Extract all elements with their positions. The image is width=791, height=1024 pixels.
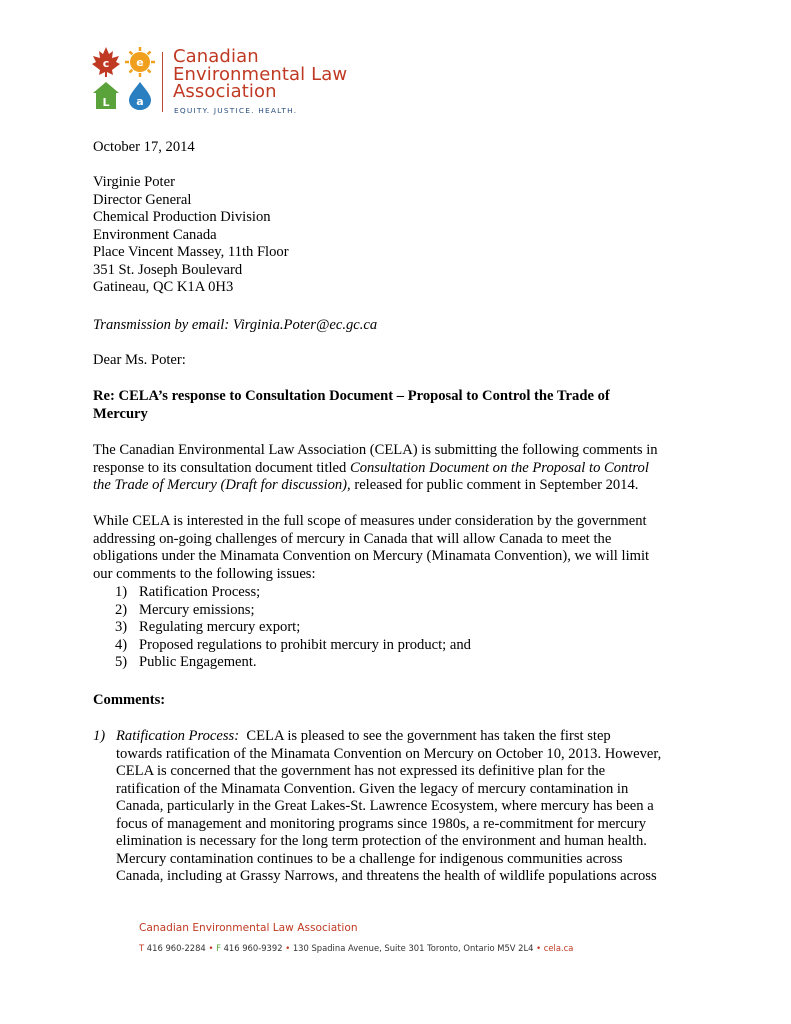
recipient-line: Environment Canada [93, 226, 217, 243]
fax-label: F [216, 943, 221, 953]
website-link[interactable]: cela.ca [543, 943, 574, 953]
letter-date: October 17, 2014 [93, 139, 195, 155]
salutation: Dear Ms. Poter: [93, 352, 186, 368]
list-item [115, 654, 471, 672]
separator: • [536, 943, 542, 953]
organization-name-line: Environmental Law [173, 63, 348, 85]
intro-line [93, 477, 713, 495]
recipient-line: Director General [93, 191, 192, 208]
subject-line [93, 388, 713, 423]
comment-line: ratification of the Minamata Convention. Given the legacy of mercury contamination in [116, 780, 629, 797]
logo-letter-e: e [136, 56, 144, 69]
list-text: Public Engagement. [139, 654, 257, 670]
scope-line: our comments to the following issues: [93, 565, 316, 582]
recipient-line: Chemical Production Division [93, 209, 271, 225]
recipient-line: Gatineau, QC K1A 0H3 [93, 279, 234, 295]
footer-address: 130 Spadina Avenue, Suite 301 Toronto, Ontario M5V 2L4 [292, 943, 534, 953]
organization-name-line: Association [173, 81, 277, 102]
list-item [115, 637, 471, 655]
comment-line [116, 728, 726, 746]
logo-letter-l: L [102, 96, 110, 109]
phone-number: 416 960-2284 [146, 943, 206, 953]
intro-text: response to its consultation document titled [93, 459, 350, 476]
subject-line-text: Mercury [93, 405, 148, 422]
list-number: 2) [115, 601, 128, 618]
footer-contact [139, 943, 573, 953]
issues-list [115, 584, 471, 672]
intro-paragraph [93, 442, 713, 495]
comment-number: 1) [93, 728, 106, 744]
organization-name [173, 48, 347, 101]
comment-text: CELA is pleased to see the government has taken the first step [239, 728, 611, 744]
logo-letter-c: c [102, 57, 110, 70]
phone-label: T [139, 943, 145, 953]
comment-line: focus of management and monitoring programs since 1980s, a re-commitment for mercury [116, 815, 647, 832]
list-number: 5) [115, 654, 128, 670]
list-number: 4) [115, 636, 128, 653]
transmission-note: Transmission by email: Virginia.Poter@ec.gc.ca [93, 317, 378, 333]
cela-logo-mark [92, 46, 156, 112]
separator: • [208, 943, 214, 953]
subject-line-text: Re: CELA’s response to Consultation Document – Proposal to Control the Trade of [93, 388, 610, 404]
scope-line: obligations under the Minamata Convention on Mercury (Minamata Convention), we will limit [93, 548, 650, 564]
list-item [115, 619, 471, 637]
recipient-line: Virginie Poter [93, 174, 175, 190]
list-number: 3) [115, 619, 128, 635]
list-number: 1) [115, 584, 128, 600]
recipient-address [93, 174, 713, 297]
list-text: Mercury emissions; [139, 601, 255, 618]
logo-letter-a: a [136, 95, 144, 108]
fax-number: 416 960-9392 [223, 943, 283, 953]
separator: • [285, 943, 291, 953]
scope-line: addressing on-going challenges of mercury in Canada that will allow Canada to meet the [93, 530, 612, 547]
recipient-line: 351 St. Joseph Boulevard [93, 261, 243, 278]
comment-body [116, 728, 726, 886]
list-text: Ratification Process; [139, 584, 261, 600]
comment-line: towards ratification of the Minamata Convention on Mercury on October 10, 2013. However, [116, 745, 662, 762]
comments-heading: Comments: [93, 692, 166, 708]
intro-line [93, 460, 713, 478]
scope-line: While CELA is interested in the full scope of measures under consideration by the government [93, 513, 647, 529]
intro-text: , released for public comment in September 2014. [347, 477, 639, 493]
comment-line: Mercury contamination continues to be a challenge for indigenous communities across [116, 850, 623, 867]
comment-title: Ratification Process: [116, 728, 240, 744]
list-text: Proposed regulations to prohibit mercury in product; and [139, 636, 471, 653]
organization-tagline: EQUITY. JUSTICE. HEALTH. [174, 106, 298, 115]
organization-name-line: Canadian [173, 46, 259, 67]
comment-line: Canada, particularly in the Great Lakes-St. Lawrence Ecosystem, where mercury has been a [116, 798, 654, 814]
footer-organization-name: Canadian Environmental Law Association [139, 922, 358, 934]
comment-line: CELA is concerned that the government has not expressed its definitive plan for the [116, 763, 606, 779]
recipient-line: Place Vincent Massey, 11th Floor [93, 244, 289, 260]
logo-divider [162, 52, 163, 112]
comment-line: Canada, including at Grassy Narrows, and threatens the health of wildlife populations across [116, 868, 657, 884]
comment-line: elimination is necessary for the long term protection of the environment and human health. [116, 833, 647, 849]
cela-logo [92, 46, 412, 121]
list-item [115, 584, 471, 602]
list-item [115, 602, 471, 620]
scope-paragraph [93, 513, 713, 583]
document-title: the Trade of Mercury (Draft for discussion) [93, 477, 348, 493]
list-text: Regulating mercury export; [139, 619, 301, 635]
intro-line: The Canadian Environmental Law Association (CELA) is submitting the following comments in [93, 442, 658, 458]
document-title: Consultation Document on the Proposal to Control [349, 459, 649, 476]
